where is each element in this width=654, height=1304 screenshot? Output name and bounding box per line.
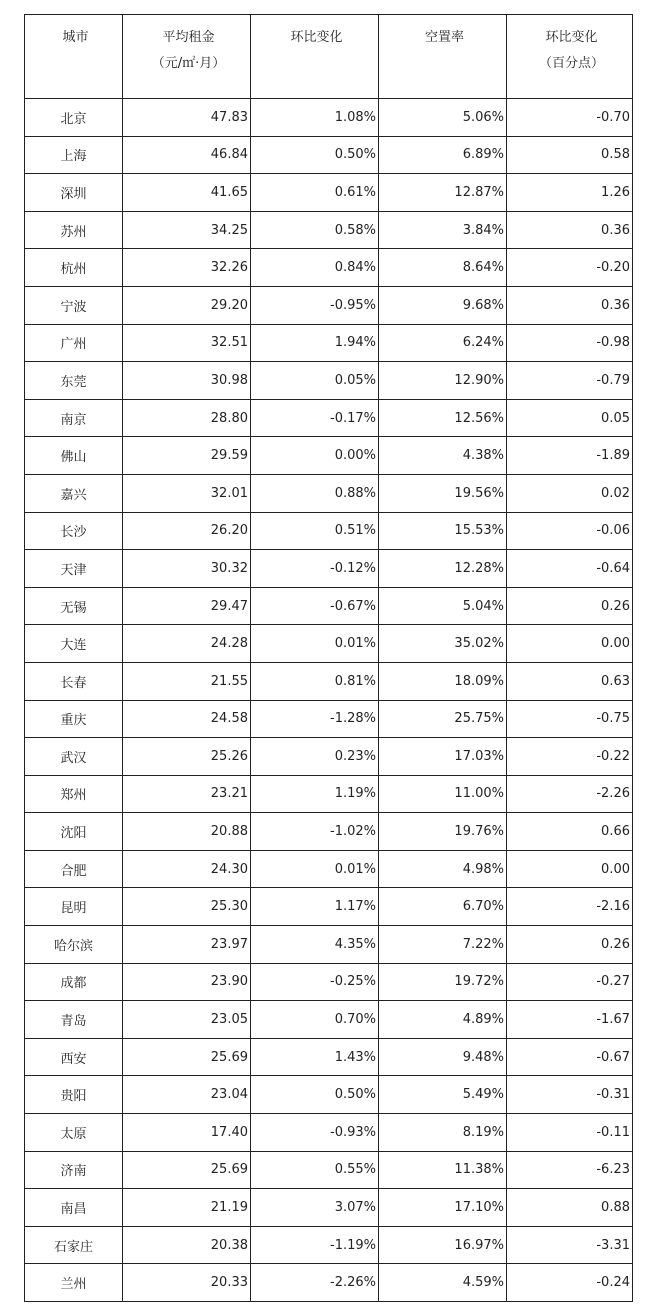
vacancy-rate-cell: 12.28% bbox=[379, 550, 507, 588]
table-row bbox=[25, 211, 633, 249]
vacancy-change-cell: -0.79 bbox=[507, 362, 633, 400]
vacancy-rate-cell: 6.70% bbox=[379, 888, 507, 926]
city-cell: 嘉兴 bbox=[25, 474, 123, 512]
avg-rent-cell: 23.90 bbox=[123, 963, 251, 1001]
vacancy-rate-cell: 11.00% bbox=[379, 775, 507, 813]
avg-rent-cell: 23.21 bbox=[123, 775, 251, 813]
rent-change-cell: 0.58% bbox=[251, 211, 379, 249]
header-sublabel: （百分点） bbox=[538, 56, 604, 71]
avg-rent-cell: 25.26 bbox=[123, 738, 251, 776]
vacancy-change-cell: -1.89 bbox=[507, 437, 633, 475]
rent-change-cell: 1.19% bbox=[251, 775, 379, 813]
table-row bbox=[25, 550, 633, 588]
city-cell: 青岛 bbox=[25, 1001, 123, 1039]
rent-change-cell: 0.01% bbox=[251, 850, 379, 888]
vacancy-rate-cell: 35.02% bbox=[379, 625, 507, 663]
header-rent-change bbox=[251, 15, 379, 99]
avg-rent-cell: 23.97 bbox=[123, 926, 251, 964]
avg-rent-cell: 26.20 bbox=[123, 512, 251, 550]
table-row bbox=[25, 963, 633, 1001]
vacancy-rate-cell: 7.22% bbox=[379, 926, 507, 964]
table-row bbox=[25, 136, 633, 174]
city-cell: 石家庄 bbox=[25, 1226, 123, 1264]
vacancy-rate-cell: 16.97% bbox=[379, 1226, 507, 1264]
table-row bbox=[25, 850, 633, 888]
avg-rent-cell: 20.88 bbox=[123, 813, 251, 851]
vacancy-rate-cell: 5.04% bbox=[379, 587, 507, 625]
table-row bbox=[25, 662, 633, 700]
table-row bbox=[25, 1151, 633, 1189]
table-row bbox=[25, 249, 633, 287]
vacancy-rate-cell: 4.98% bbox=[379, 850, 507, 888]
vacancy-rate-cell: 4.38% bbox=[379, 437, 507, 475]
city-cell: 重庆 bbox=[25, 700, 123, 738]
table-row bbox=[25, 625, 633, 663]
avg-rent-cell: 47.83 bbox=[123, 99, 251, 137]
rent-change-cell: 0.70% bbox=[251, 1001, 379, 1039]
avg-rent-cell: 24.58 bbox=[123, 700, 251, 738]
vacancy-rate-cell: 5.49% bbox=[379, 1076, 507, 1114]
avg-rent-cell: 25.69 bbox=[123, 1038, 251, 1076]
vacancy-change-cell: -0.24 bbox=[507, 1264, 633, 1302]
header-sublabel: （元/㎡·月） bbox=[151, 56, 226, 71]
city-cell: 南京 bbox=[25, 399, 123, 437]
rent-change-cell: -1.02% bbox=[251, 813, 379, 851]
avg-rent-cell: 29.47 bbox=[123, 587, 251, 625]
city-cell: 无锡 bbox=[25, 587, 123, 625]
vacancy-change-cell: -0.06 bbox=[507, 512, 633, 550]
header-label: 环比变化 bbox=[545, 30, 598, 45]
vacancy-change-cell: 0.05 bbox=[507, 399, 633, 437]
city-cell: 郑州 bbox=[25, 775, 123, 813]
city-cell: 成都 bbox=[25, 963, 123, 1001]
table-row bbox=[25, 399, 633, 437]
city-cell: 兰州 bbox=[25, 1264, 123, 1302]
rent-change-cell: 0.51% bbox=[251, 512, 379, 550]
vacancy-rate-cell: 5.06% bbox=[379, 99, 507, 137]
header-label: 空置率 bbox=[424, 30, 464, 45]
vacancy-change-cell: -0.70 bbox=[507, 99, 633, 137]
table-row bbox=[25, 1264, 633, 1302]
vacancy-change-cell: -0.98 bbox=[507, 324, 633, 362]
vacancy-change-cell: -0.75 bbox=[507, 700, 633, 738]
table-row bbox=[25, 738, 633, 776]
rent-change-cell: 3.07% bbox=[251, 1189, 379, 1227]
rent-change-cell: 0.88% bbox=[251, 474, 379, 512]
vacancy-rate-cell: 8.64% bbox=[379, 249, 507, 287]
vacancy-rate-cell: 19.72% bbox=[379, 963, 507, 1001]
table-row bbox=[25, 888, 633, 926]
avg-rent-cell: 30.32 bbox=[123, 550, 251, 588]
vacancy-change-cell: -0.11 bbox=[507, 1114, 633, 1152]
vacancy-change-cell: 0.36 bbox=[507, 286, 633, 324]
avg-rent-cell: 20.38 bbox=[123, 1226, 251, 1264]
avg-rent-cell: 28.80 bbox=[123, 399, 251, 437]
avg-rent-cell: 25.69 bbox=[123, 1151, 251, 1189]
table-row bbox=[25, 813, 633, 851]
header-label: 平均租金 bbox=[162, 30, 215, 45]
vacancy-change-cell: -0.27 bbox=[507, 963, 633, 1001]
city-cell: 大连 bbox=[25, 625, 123, 663]
table-row bbox=[25, 1114, 633, 1152]
vacancy-change-cell: -1.67 bbox=[507, 1001, 633, 1039]
vacancy-change-cell: -2.26 bbox=[507, 775, 633, 813]
vacancy-rate-cell: 4.89% bbox=[379, 1001, 507, 1039]
vacancy-rate-cell: 11.38% bbox=[379, 1151, 507, 1189]
vacancy-change-cell: 0.63 bbox=[507, 662, 633, 700]
vacancy-rate-cell: 3.84% bbox=[379, 211, 507, 249]
table-row bbox=[25, 362, 633, 400]
city-cell: 苏州 bbox=[25, 211, 123, 249]
vacancy-change-cell: -6.23 bbox=[507, 1151, 633, 1189]
vacancy-change-cell: -0.64 bbox=[507, 550, 633, 588]
rent-change-cell: 0.05% bbox=[251, 362, 379, 400]
avg-rent-cell: 32.01 bbox=[123, 474, 251, 512]
table-row bbox=[25, 700, 633, 738]
table-row bbox=[25, 1189, 633, 1227]
city-cell: 贵阳 bbox=[25, 1076, 123, 1114]
rent-change-cell: 4.35% bbox=[251, 926, 379, 964]
rent-change-cell: -1.28% bbox=[251, 700, 379, 738]
city-cell: 广州 bbox=[25, 324, 123, 362]
vacancy-change-cell: -0.22 bbox=[507, 738, 633, 776]
rent-change-cell: 0.00% bbox=[251, 437, 379, 475]
vacancy-change-cell: 0.26 bbox=[507, 587, 633, 625]
vacancy-change-cell: -0.67 bbox=[507, 1038, 633, 1076]
rent-change-cell: 0.50% bbox=[251, 1076, 379, 1114]
vacancy-rate-cell: 17.03% bbox=[379, 738, 507, 776]
vacancy-rate-cell: 17.10% bbox=[379, 1189, 507, 1227]
city-cell: 东莞 bbox=[25, 362, 123, 400]
city-cell: 长沙 bbox=[25, 512, 123, 550]
table-row bbox=[25, 324, 633, 362]
rent-change-cell: -0.95% bbox=[251, 286, 379, 324]
city-cell: 深圳 bbox=[25, 174, 123, 212]
vacancy-change-cell: -3.31 bbox=[507, 1226, 633, 1264]
vacancy-rate-cell: 19.76% bbox=[379, 813, 507, 851]
vacancy-change-cell: 0.66 bbox=[507, 813, 633, 851]
rent-change-cell: -0.93% bbox=[251, 1114, 379, 1152]
avg-rent-cell: 21.55 bbox=[123, 662, 251, 700]
vacancy-rate-cell: 9.68% bbox=[379, 286, 507, 324]
rent-change-cell: 0.50% bbox=[251, 136, 379, 174]
header-label: 城市 bbox=[62, 30, 89, 45]
rent-change-cell: 0.81% bbox=[251, 662, 379, 700]
table-row bbox=[25, 1226, 633, 1264]
rent-change-cell: -2.26% bbox=[251, 1264, 379, 1302]
rent-change-cell: -1.19% bbox=[251, 1226, 379, 1264]
table-row bbox=[25, 474, 633, 512]
avg-rent-cell: 24.30 bbox=[123, 850, 251, 888]
avg-rent-cell: 41.65 bbox=[123, 174, 251, 212]
rent-change-cell: 1.08% bbox=[251, 99, 379, 137]
avg-rent-cell: 30.98 bbox=[123, 362, 251, 400]
avg-rent-cell: 24.28 bbox=[123, 625, 251, 663]
table-header bbox=[25, 15, 633, 99]
rent-change-cell: -0.12% bbox=[251, 550, 379, 588]
vacancy-rate-cell: 15.53% bbox=[379, 512, 507, 550]
rent-change-cell: 0.23% bbox=[251, 738, 379, 776]
vacancy-change-cell: -0.31 bbox=[507, 1076, 633, 1114]
avg-rent-cell: 34.25 bbox=[123, 211, 251, 249]
vacancy-rate-cell: 12.90% bbox=[379, 362, 507, 400]
vacancy-change-cell: 0.88 bbox=[507, 1189, 633, 1227]
table-row bbox=[25, 174, 633, 212]
city-rent-table bbox=[24, 14, 633, 1302]
vacancy-rate-cell: 4.59% bbox=[379, 1264, 507, 1302]
rent-change-cell: 0.55% bbox=[251, 1151, 379, 1189]
vacancy-change-cell: -0.20 bbox=[507, 249, 633, 287]
vacancy-change-cell: 0.26 bbox=[507, 926, 633, 964]
city-cell: 宁波 bbox=[25, 286, 123, 324]
vacancy-change-cell: 0.00 bbox=[507, 850, 633, 888]
table-row bbox=[25, 99, 633, 137]
vacancy-rate-cell: 9.48% bbox=[379, 1038, 507, 1076]
vacancy-change-cell: -2.16 bbox=[507, 888, 633, 926]
avg-rent-cell: 32.51 bbox=[123, 324, 251, 362]
city-cell: 太原 bbox=[25, 1114, 123, 1152]
vacancy-change-cell: 0.58 bbox=[507, 136, 633, 174]
header-city bbox=[25, 15, 123, 99]
city-cell: 南昌 bbox=[25, 1189, 123, 1227]
city-cell: 济南 bbox=[25, 1151, 123, 1189]
header-label: 环比变化 bbox=[290, 30, 343, 45]
vacancy-change-cell: 0.00 bbox=[507, 625, 633, 663]
header-avg-rent bbox=[123, 15, 251, 99]
city-cell: 杭州 bbox=[25, 249, 123, 287]
rent-change-cell: -0.17% bbox=[251, 399, 379, 437]
vacancy-rate-cell: 18.09% bbox=[379, 662, 507, 700]
city-cell: 西安 bbox=[25, 1038, 123, 1076]
table-row bbox=[25, 286, 633, 324]
avg-rent-cell: 21.19 bbox=[123, 1189, 251, 1227]
avg-rent-cell: 25.30 bbox=[123, 888, 251, 926]
avg-rent-cell: 20.33 bbox=[123, 1264, 251, 1302]
city-cell: 沈阳 bbox=[25, 813, 123, 851]
vacancy-rate-cell: 25.75% bbox=[379, 700, 507, 738]
city-cell: 昆明 bbox=[25, 888, 123, 926]
table-body bbox=[25, 99, 633, 1302]
city-cell: 天津 bbox=[25, 550, 123, 588]
city-cell: 武汉 bbox=[25, 738, 123, 776]
rent-change-cell: 1.43% bbox=[251, 1038, 379, 1076]
rent-table-container bbox=[24, 14, 633, 1302]
avg-rent-cell: 29.20 bbox=[123, 286, 251, 324]
vacancy-rate-cell: 6.24% bbox=[379, 324, 507, 362]
table-row bbox=[25, 1001, 633, 1039]
vacancy-rate-cell: 6.89% bbox=[379, 136, 507, 174]
vacancy-rate-cell: 19.56% bbox=[379, 474, 507, 512]
avg-rent-cell: 46.84 bbox=[123, 136, 251, 174]
table-row bbox=[25, 775, 633, 813]
city-cell: 哈尔滨 bbox=[25, 926, 123, 964]
city-cell: 合肥 bbox=[25, 850, 123, 888]
city-cell: 上海 bbox=[25, 136, 123, 174]
avg-rent-cell: 23.04 bbox=[123, 1076, 251, 1114]
avg-rent-cell: 29.59 bbox=[123, 437, 251, 475]
city-cell: 佛山 bbox=[25, 437, 123, 475]
avg-rent-cell: 23.05 bbox=[123, 1001, 251, 1039]
vacancy-rate-cell: 12.56% bbox=[379, 399, 507, 437]
header-row bbox=[25, 15, 633, 99]
rent-change-cell: -0.25% bbox=[251, 963, 379, 1001]
table-row bbox=[25, 926, 633, 964]
vacancy-rate-cell: 8.19% bbox=[379, 1114, 507, 1152]
city-cell: 北京 bbox=[25, 99, 123, 137]
table-row bbox=[25, 512, 633, 550]
table-row bbox=[25, 1038, 633, 1076]
rent-change-cell: 1.94% bbox=[251, 324, 379, 362]
table-row bbox=[25, 437, 633, 475]
city-cell: 长春 bbox=[25, 662, 123, 700]
header-vacancy-change bbox=[507, 15, 633, 99]
avg-rent-cell: 17.40 bbox=[123, 1114, 251, 1152]
avg-rent-cell: 32.26 bbox=[123, 249, 251, 287]
rent-change-cell: 0.84% bbox=[251, 249, 379, 287]
table-row bbox=[25, 587, 633, 625]
rent-change-cell: 0.61% bbox=[251, 174, 379, 212]
vacancy-change-cell: 0.36 bbox=[507, 211, 633, 249]
vacancy-rate-cell: 12.87% bbox=[379, 174, 507, 212]
rent-change-cell: -0.67% bbox=[251, 587, 379, 625]
rent-change-cell: 1.17% bbox=[251, 888, 379, 926]
header-vacancy-rate bbox=[379, 15, 507, 99]
table-row bbox=[25, 1076, 633, 1114]
vacancy-change-cell: 1.26 bbox=[507, 174, 633, 212]
vacancy-change-cell: 0.02 bbox=[507, 474, 633, 512]
rent-change-cell: 0.01% bbox=[251, 625, 379, 663]
